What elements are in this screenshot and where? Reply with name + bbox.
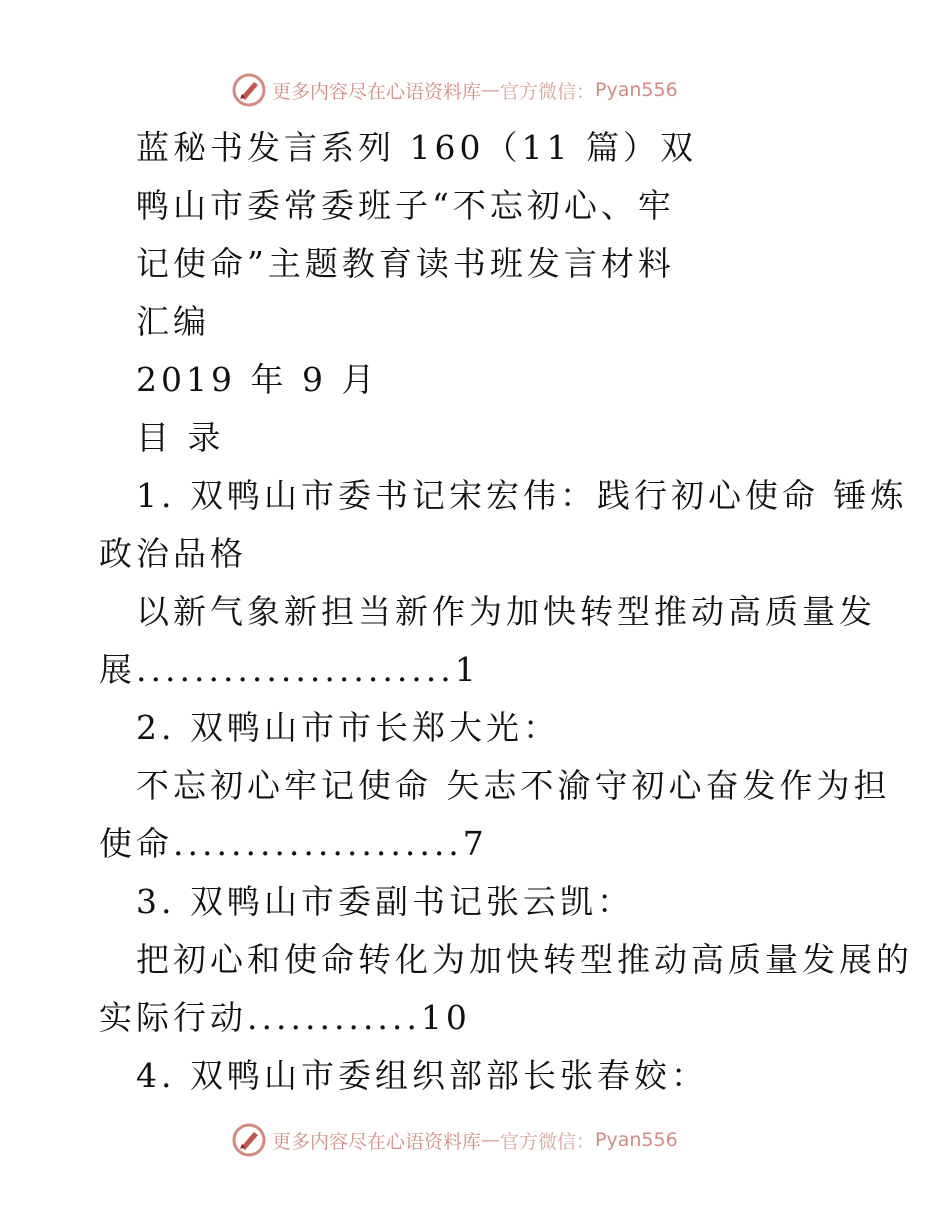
toc-item-2-subtitle: 不忘初心牢记使命 矢志不渝守初心奋发作为担 bbox=[136, 766, 891, 805]
title-line-1: 蓝秘书发言系列 160（11 篇）双 bbox=[136, 128, 697, 167]
toc-item-2-heading: 2. 双鸭山市市长郑大光： bbox=[136, 708, 560, 747]
watermark-official: 官方微信： bbox=[500, 1130, 596, 1153]
watermark-top bbox=[232, 72, 678, 108]
toc-heading: 目 录 bbox=[136, 418, 225, 457]
toc-item-4-heading: 4. 双鸭山市委组织部部长张春姣： bbox=[136, 1056, 708, 1095]
title-line-3: 记使命”主题教育读书班发言材料 bbox=[136, 244, 675, 283]
toc-item-1-heading-cont: 政治品格 bbox=[99, 534, 247, 573]
toc-item-3-subtitle-cont: 实际行动............10 bbox=[99, 998, 471, 1037]
document-date: 2019 年 9 月 bbox=[136, 360, 379, 399]
toc-item-3-heading: 3. 双鸭山市委副书记张云凯： bbox=[136, 882, 634, 921]
title-line-2: 鸭山市委常委班子“不忘初心、牢 bbox=[136, 186, 675, 225]
watermark-bottom bbox=[232, 1122, 678, 1158]
watermark-official: 官方微信： bbox=[500, 80, 596, 103]
watermark-separator: — bbox=[481, 79, 501, 101]
watermark-wechat-id: Pyan556 bbox=[595, 1129, 678, 1151]
toc-item-3-subtitle: 把初心和使命转化为加快转型推动高质量发展的 bbox=[136, 940, 913, 979]
toc-item-1-heading: 1. 双鸭山市委书记宋宏伟：践行初心使命 锤炼 bbox=[136, 476, 908, 515]
toc-item-1-subtitle-cont: 展......................1 bbox=[99, 650, 480, 689]
toc-item-2-subtitle-cont: 使命....................7 bbox=[99, 824, 488, 863]
watermark-brand: 更多内容尽在心语资料库 bbox=[272, 80, 482, 103]
title-line-4: 汇编 bbox=[136, 302, 210, 341]
watermark-wechat-id: Pyan556 bbox=[595, 79, 678, 101]
brand-logo-icon bbox=[232, 73, 266, 107]
brand-logo-icon bbox=[232, 1123, 266, 1157]
watermark-brand: 更多内容尽在心语资料库 bbox=[272, 1130, 482, 1153]
watermark-separator: — bbox=[481, 1129, 501, 1151]
toc-item-1-subtitle: 以新气象新担当新作为加快转型推动高质量发 bbox=[136, 592, 876, 631]
